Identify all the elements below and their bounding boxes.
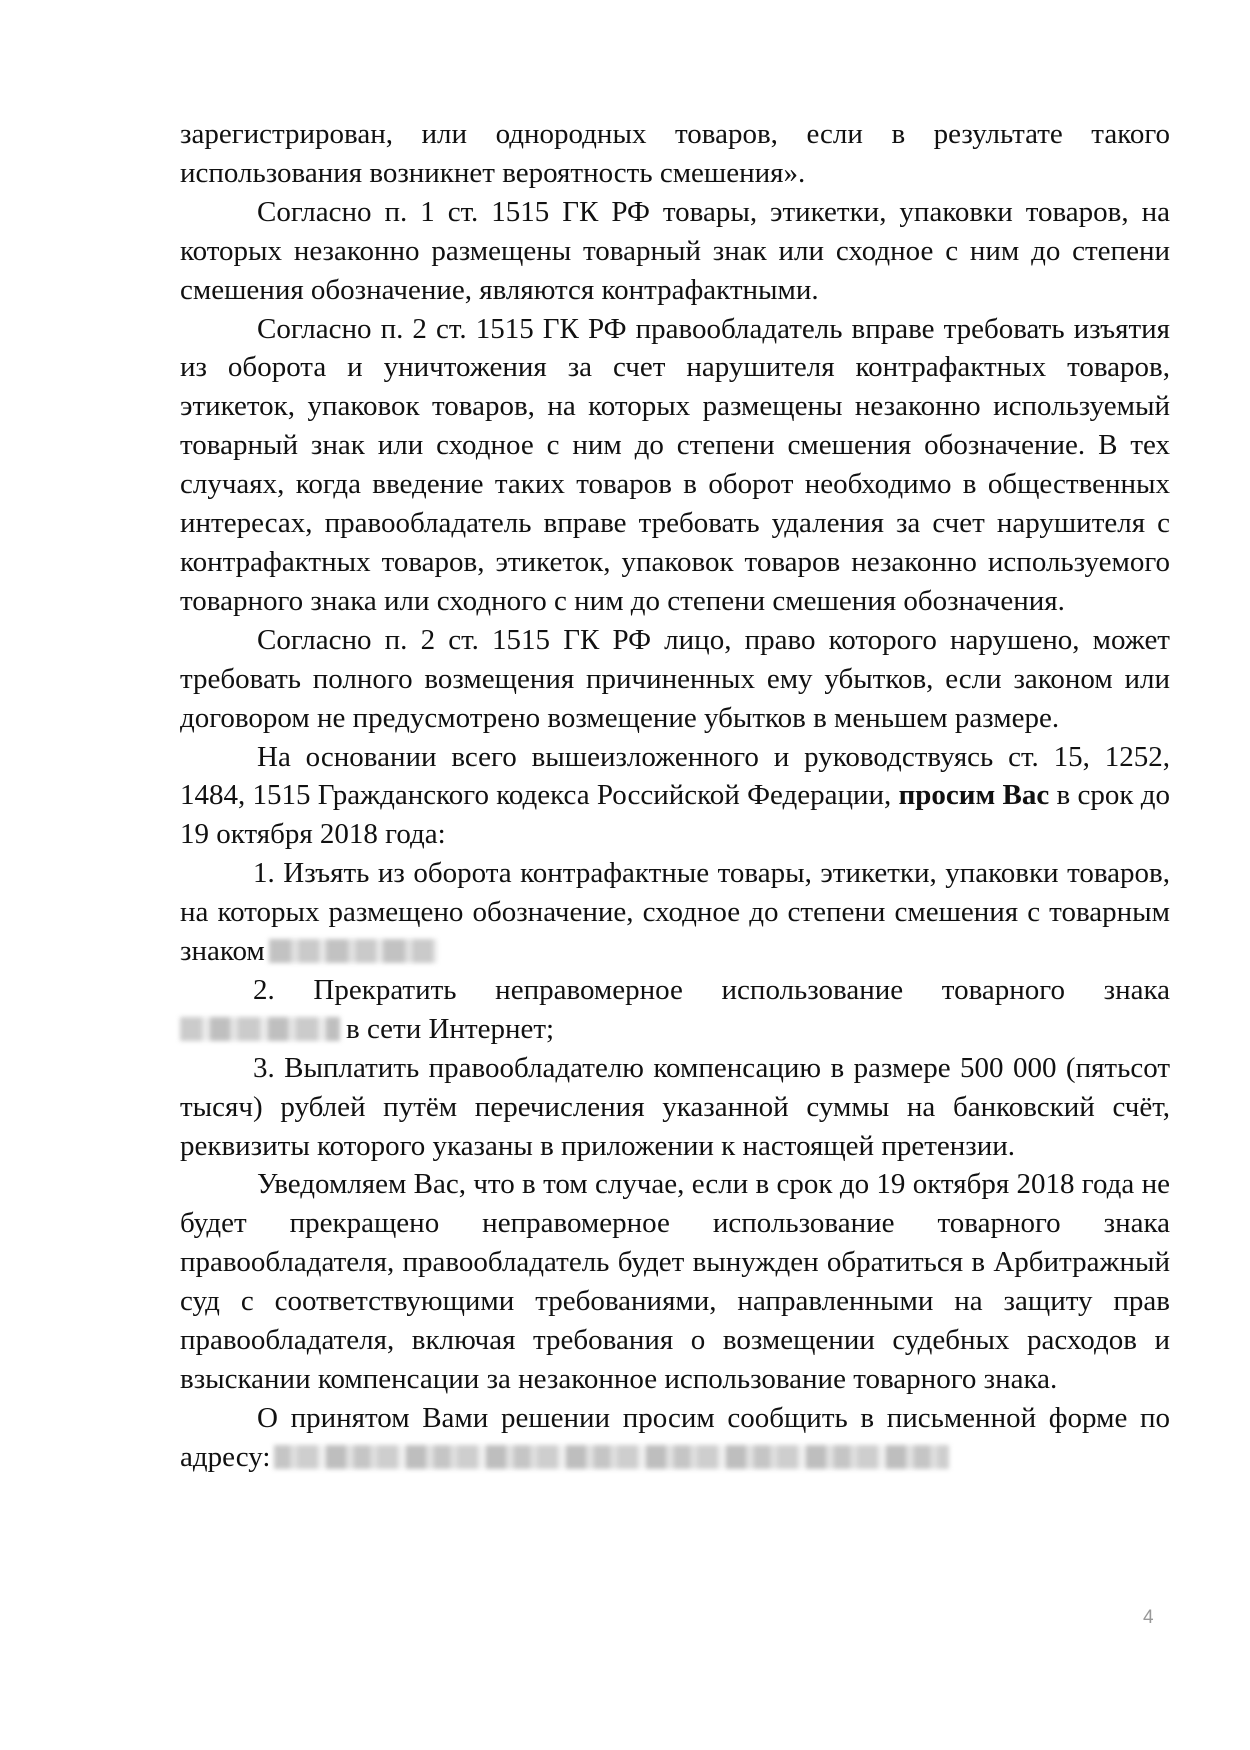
paragraph-article-1515-p1: Согласно п. 1 ст. 1515 ГК РФ товары, этикетки, упаковки товаров, на которых незаконно размещены товарный знак или сходное с ним до степени смешения обозначение, являются контрафактными. xyxy=(180,195,1170,306)
paragraph-continuation: зарегистрирован, или однородных товаров, если в результате такого использования возникнет вероятность смешения». xyxy=(180,118,1170,189)
paragraph-reply-address xyxy=(180,1399,1170,1477)
request-intro-text: На основании всего вышеизложенного и руководствуясь ст. 15, 1252, 1484, 1515 Гражданского кодекса Российской Федерации, xyxy=(180,740,1170,812)
list-item-2-text: 2. Прекратить неправомерное использование товарного знака xyxy=(253,973,1170,1006)
redacted-trademark-2 xyxy=(180,1017,340,1041)
paragraph-notice: Уведомляем Вас, что в том случае, если в срок до 19 октября 2018 года не будет прекращено неправомерное использование товарного знака правообладателя, правообладатель будет вынужден обратиться в Арбитражный суд с соответствующими требованиями, направленными на защиту прав правообладателя, включая требования о возмещении судебных расходов и взыскании компенсации за незаконное использование товарного знака. xyxy=(180,1168,1170,1395)
redacted-address xyxy=(274,1445,949,1469)
redacted-trademark-1 xyxy=(269,939,437,963)
page-number: 4 xyxy=(1143,1607,1154,1628)
list-item-1 xyxy=(180,854,1170,971)
request-bold-text: просим Вас xyxy=(898,779,1050,812)
request-deadline-text: в срок до 19 октября 2018 года: xyxy=(180,779,1170,851)
list-item-3: 3. Выплатить правообладателю компенсацию в размере 500 000 (пятьсот тысяч) рублей путём перечисления указанной суммы на банковский счёт, реквизиты которого указаны в приложении к настоящей претензии. xyxy=(180,1051,1170,1162)
list-item-2-suffix: в сети Интернет; xyxy=(346,1012,555,1045)
paragraph-article-1515-p2-removal: Согласно п. 2 ст. 1515 ГК РФ правообладатель вправе требовать изъятия из оборота и уничтожения за счет нарушителя контрафактных товаров, этикеток, упаковок товаров, на которых размещены незаконно используемый товарный знак или сходное с ним до степени смешения обозначение. В тех случаях, когда введение таких товаров в оборот необходимо в общественных интересах, правообладатель вправе требовать удаления за счет нарушителя с контрафактных товаров, этикеток, упаковок товаров незаконно используемого товарного знака или сходного с ним до степени смешения обозначения. xyxy=(180,312,1170,617)
paragraph-request xyxy=(180,738,1170,855)
list-item-2 xyxy=(180,971,1170,1049)
paragraph-article-1515-p2-damages: Согласно п. 2 ст. 1515 ГК РФ лицо, право которого нарушено, может требовать полного возмещения причиненных ему убытков, если законом или договором не предусмотрено возмещение убытков в меньшем размере. xyxy=(180,623,1170,734)
document-body xyxy=(180,115,1170,1477)
list-item-1-text: 1. Изъять из оборота контрафактные товары, этикетки, упаковки товаров, на которых размещено обозначение, сходное до степени смешения с товарным знаком xyxy=(180,857,1170,968)
reply-address-text: О принятом Вами решении просим сообщить в письменной форме по адресу: xyxy=(180,1401,1170,1473)
